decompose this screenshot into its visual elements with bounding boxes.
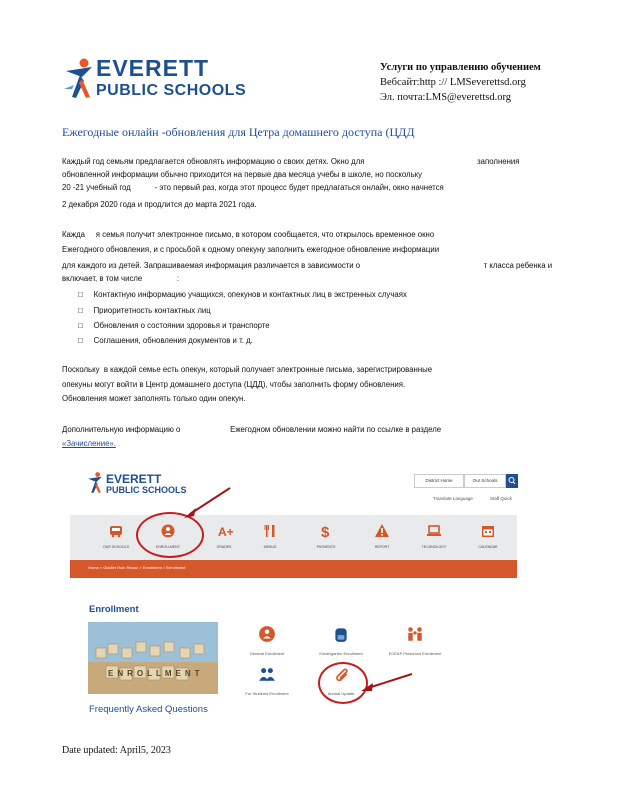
list-item: □ Приоритетность контактных лиц [78,306,211,315]
nav-menus[interactable]: MENUS [242,515,298,569]
children-icon [406,625,424,643]
arrow-icon [180,486,234,520]
arrow-icon [358,672,414,694]
paragraph-line: Дополнительную информацию о Ежегодном обновлении можно найти по ссылке в разделе [62,425,442,434]
laptop-icon [426,523,442,539]
paragraph-line: Ежегодного обновления, и с просьбой к одному опекуну заполнить ежегодное обновление информации [62,245,440,254]
nav-report[interactable]: REPORT [354,515,410,569]
tile-kindergarten-enrollment[interactable]: Kindergarten Enrollment [306,625,376,656]
utensils-icon [262,523,278,539]
bullet-icon: □ [78,336,83,345]
search-button[interactable] [506,474,518,488]
document-title: Ежегодные онлайн -обновления для Цетра домашнего доступа (ЦДД [62,125,415,139]
nav-calendar[interactable]: CALENDAR [460,515,516,569]
faq-link[interactable]: Frequently Asked Questions [89,704,208,715]
svg-text:A+: A+ [218,525,234,539]
list-item: □ Обновления о состоянии здоровья и транспорте [78,321,270,330]
tile-general-enrollment[interactable]: General Enrollment [232,625,302,656]
bullet-icon: □ [78,290,83,299]
paragraph-line: 20 -21 учебный год - это первый раз, когда этот процесс будет предлагаться онлайн, окно начнется [62,183,444,192]
enrollment-photo [88,622,218,694]
breadcrumb: Home > Giddler Ruin Recau > Enrollment > Enrollment [70,560,517,578]
calendar-icon [480,523,496,539]
nav-enrollment[interactable]: ENROLLMENT [140,515,196,569]
district-home-select[interactable]: District Home [414,474,464,488]
logo-subtext: PUBLIC SCHOOLS [96,82,247,99]
site-logo-icon [86,470,104,496]
paragraph-line: опекуны могут войти в Центр домашнего доступа (ЦДД), чтобы заполнить форму обновления. [62,380,406,389]
enrollment-link[interactable]: «Зачисление». [62,439,116,448]
logo-icon [62,55,96,103]
enrollment-heading: Enrollment [89,604,139,615]
our-schools-select[interactable]: Our Schools [464,474,506,488]
header-contact [380,60,541,105]
bus-icon [108,523,124,539]
paragraph-line: Поскольку в каждой семье есть опекун, который получает электронные письма, зарегистрированные [62,365,433,374]
website-text: Вебсайт:http :// LMSeverettsd.org [380,77,526,88]
photo-caption: ENROLLMENT [108,669,204,678]
paragraph-line: Кажда я семья получит электронное письмо, в котором сообщается, что открылось временное окно [62,230,435,239]
tile-students-enrollment[interactable]: For Students Enrollment [232,665,302,696]
search-icon [506,474,518,488]
nav-technology[interactable]: TECHNOLOGY [406,515,462,569]
paragraph-line: Обновления может заполнять только один опекун. [62,394,246,403]
backpack-icon [332,625,350,643]
site-logo-subtext: PUBLIC SCHOOLS [106,485,187,495]
paragraph-line: включает, в том числе : [62,274,180,283]
paragraph-line: обновленной информации обычно приходится на первые два месяца учебы в школе, но поскольку [62,170,423,179]
logo-text: EVERETT [96,55,210,81]
paragraph-line: для каждого из детей. Запрашиваемая информация различается в зависимости о т класса ребенка и [62,261,553,270]
bullet-icon: □ [78,306,83,315]
svg-text:$: $ [321,524,330,541]
department-name: Услуги по управлению обучением [380,62,541,73]
bullet-icon: □ [78,321,83,330]
warning-icon [374,523,390,539]
enrollment-icon [258,625,276,643]
site-logo-text: EVERETT [106,472,162,486]
list-item: □ Контактную информацию учащихся, опекунов и контактных лиц в экстренных случаях [78,290,407,299]
group-icon [258,665,276,683]
tile-annual-update[interactable]: Annual Update [306,665,376,696]
translate-link[interactable]: Translate Language [433,496,473,501]
nav-grades[interactable]: A+ GRADES [216,525,234,549]
grades-icon [216,523,232,539]
dollar-icon [318,523,334,539]
staff-quick-link[interactable]: Staff Quick [490,496,512,501]
tile-eceap-enrollment[interactable]: ECEAP Preschool Enrollment [380,625,450,656]
list-item: □ Соглашения, обновления документов и т. д. [78,336,253,345]
paragraph-line: Каждый год семьям предлагается обновлять информацию о своих детях. Окно для заполнения [62,157,520,166]
paragraph-line: 2 декабря 2020 года и продлится до марта 2021 года. [62,200,257,209]
email-text: Эл. почта:LMS@everettsd.org [380,92,512,103]
nav-payments[interactable]: $ PAYMENTS [316,524,336,549]
nav-our-schools[interactable]: OUR SCHOOLS [88,515,144,569]
date-updated: Date updated: April5, 2023 [62,745,171,756]
